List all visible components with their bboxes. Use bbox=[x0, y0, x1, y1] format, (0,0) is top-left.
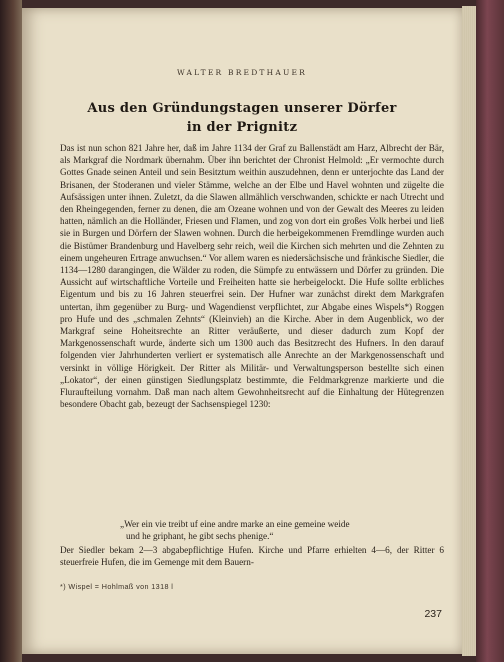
article-title bbox=[22, 99, 462, 137]
title-line-1: Aus den Gründungstagen unserer Dörfer bbox=[87, 101, 397, 116]
running-head: WALTER BREDTHAUER bbox=[176, 68, 308, 77]
body-paragraph: Das ist nun schon 821 Jahre her, daß im Jahre 1134 der Graf zu Ballenstädt am Harz, Albrecht der Bär, als Markgraf die Nordmark übernahm. Über ihn berichtet der Chronist Helmold: „Er vermochte durch Gottes Gnade seinen Anteil und sein Besitztum weithin auszudehnen, denn er unterjochte das Land der Brisanen, der Stoderanen und vieler Stämme, welche an der Elbe und Havel wohnten und zügelte die Aufsässigen unter ihnen. Zuletzt, da die Slawen allmählich verschwanden, schickte er nach Utrecht und den Rheingegenden, ferner zu denen, die am Ozeane wohnen und von der Gewalt des Meeres zu leiden hatten, nämlich an die Holländer, Friesen und Flamen, und zog von dort ein großes Volk herbei und ließ sie in Burgen und Dörfern der Slawen wohnen. Durch die herbeigekommenen Fremdlinge wurden auch die Bistümer Brandenburg und Havelberg sehr reich, weil die Kirchen sich mehrten und die Zehnten zu einem ungeheuren Ertrage anwuchsen.“ Vor allem waren es niedersächsische und fränkische Siedler, die 1134—1280 darangingen, die Wälder zu roden, die Sümpfe zu entwässern und Dörfer zu gründen. Die Aussicht auf wirtschaftliche Vorteile und Freiheiten hatte sie herbeigelockt. Die Hufe sollte erbliches Eigentum und bis zu 16 Jahren steuerfrei sein. Der Hufner war zunächst direkt dem Markgrafen untertan, ihm gegenüber zu Burg- und Wagendienst verpflichtet, zur Abgabe eines Wispels*) Roggen pro Hufe und des „schmalen Zehnts“ (Kleinvieh) an die Kirche. Aber in dem Augenblick, wo der Markgraf seine Hoheitsrechte an Ritter veräußerte, und dieser dadurch zum Kopf der Markgenossenschaft wurde, änderte sich um 1300 auch das Besitzrecht des Hufners. In den darauf folgenden vier Jahrhunderten verliert er systematisch alle Anrechte an der Markgenossenschaft und versinkt in völlige Hörigkeit. Der Ritter als Militär- und Verwaltungsperson bestellte sich einen „Lokator“, der einen günstigen Siedlungsplatz bestimmte, die Feldmarkgrenze markierte und die Fluraufteilung vornahm. Daß man nach altem Gewohnheitsrecht auf die Einhaltung der Hütegrenzen besondere Obacht gab, bezeugt der Sachsenspiegel 1230: bbox=[60, 143, 444, 410]
sachsenspiegel-quote bbox=[120, 518, 440, 542]
book-cover-right bbox=[476, 0, 504, 662]
title-line-2: in der Prignitz bbox=[186, 120, 298, 135]
page-edges bbox=[462, 6, 476, 656]
book-page bbox=[22, 8, 462, 654]
page-number: 237 bbox=[424, 608, 442, 620]
footnote: *) Wispel = Hohlmaß von 1318 l bbox=[60, 582, 174, 591]
book-spine-left bbox=[0, 0, 22, 662]
quote-line-1: „Wer ein vie treibt uf eine andre marke an eine gemeine weide bbox=[120, 519, 350, 529]
article-body-continued: Der Siedler bekam 2—3 abgabepflichtige Hufen. Kirche und Pfarre erhielten 4—6, der Ritter 6 steuerfreie Hufen, die im Gemenge mit dem Bauern- bbox=[60, 545, 444, 568]
article-body bbox=[60, 142, 444, 410]
quote-line-2: und he griphant, he gibt sechs phenige.“ bbox=[126, 531, 274, 542]
